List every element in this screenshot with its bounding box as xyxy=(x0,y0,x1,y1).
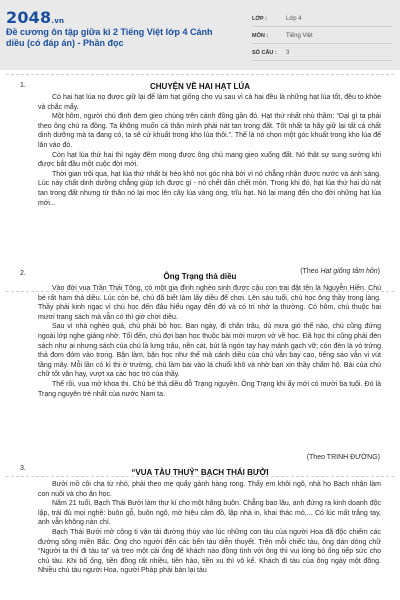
paragraph: Thời gian trôi qua, hạt lúa thứ nhất bị héo khô nơi góc nhà bởi vì nó chẳng nhận được nước và ánh sáng. Lúc này chất dinh dưỡng chẳng giúp ích được gì - nó chết dần chết mòn. Trong khi đó, hạt lúa thứ hai dù nát tan trong đất nhưng từ thân nó lại mọc lên cây lúa vàng óng, trĩu hạt. Nó lại mang đến cho đời những hạt lúa mới... xyxy=(38,170,381,207)
subject-label: MÔN : xyxy=(252,33,269,39)
paragraph: Bạch Thái Bưởi mở công ti vận tải đường thủy vào lúc những con tàu của người Hoa đã độc chiếm các đường sông miền Bắc. Ông cho người đến các bến tàu diễn thuyết. Trên mỗi chiếc tàu, ông dán dòng chữ “Người ta thì đi tàu ta” và treo một cái ống để khách nào đồng tình với ông thì vui lòng bỏ ống tiếp sức cho chủ tàu. Khi bổ ống, tiền đồng rất nhiều, tiền hào, tiền xu thì vô kể. Khách đi tàu của ông ngày một đông. Nhiều chủ tàu người Hoa, người Pháp phải bán lại tàu xyxy=(38,528,381,575)
section-number: 1. xyxy=(20,82,26,89)
site-logo[interactable] xyxy=(6,8,64,27)
question-count-value: 3 xyxy=(286,50,290,56)
section-title: Ông Trạng thả diều xyxy=(163,272,237,281)
logo-suffix: .vn xyxy=(51,17,65,25)
meta-row-subject xyxy=(252,29,392,44)
section-body xyxy=(38,480,381,576)
source-suffix: ) xyxy=(377,268,380,275)
section-body xyxy=(38,93,381,208)
logo-text: 2048 xyxy=(6,8,52,27)
section-title: CHUYỆN VỀ HAI HẠT LÚA xyxy=(149,82,250,91)
document-meta xyxy=(252,12,392,63)
question-count-label: SỐ CÂU : xyxy=(252,50,277,56)
paragraph: Sau vì nhà nghèo quá, chú phải bỏ học. Ban ngày, đi chăn trâu, dù mưa gió thế nào, chú cũng đứng ngoài lớp nghe giảng nhờ. Tối đến, chú đợi bạn học thuộc bài mới mượn vở về học. Đã học thì cũng phải đèn sách như ai nhưng sách của chú là lưng trâu, nền cát, bút là ngón tay hay mảnh gạch vỡ; còn đèn là vỏ trứng thả đom đóm vào trong. Bận làm, bận học như thế mà cánh diều của chú vẫn bay cao, tiếng sáo vẫn vi vút tầng mây. Mỗi lần có kì thi ở trường, chú làm bài vào lá chuối khô và nhờ bạn xin thầy chấm hộ. Bài của chú chữ tốt văn hay, vượt xa các học trò của thầy. xyxy=(38,323,381,379)
paragraph: Còn hạt lúa thứ hai thì ngày đêm mong được ông chủ mang gieo xuống đất. Nó thật sự sung sướng khi được bắt đầu một cuộc đời mới. xyxy=(38,151,381,169)
paragraph: Có hai hạt lúa nọ được giữ lại để làm hạt giống cho vụ sau vì cả hai đều là những hạt lúa tốt, đều to khỏe và chắc mẩy. xyxy=(38,94,381,111)
grade-label: LỚP : xyxy=(252,16,267,22)
source-title: Hạt giống tâm hồn xyxy=(320,268,378,275)
paragraph: Thế rồi, vua mở khoa thi. Chú bé thả diều đỗ Trạng nguyên. Ông Trạng khi ấy mới có mười ba tuổi. Đó là Trạng nguyên trẻ nhất của nước Nam ta. xyxy=(38,380,381,398)
subject-value: Tiếng Việt xyxy=(286,33,313,39)
section-title: “VUA TÀU THUỶ” BẠCH THÁI BƯỞI xyxy=(131,468,269,477)
paragraph: Vào đời vua Trần Thái Tông, có một gia đình nghèo sinh được cậu con trai đặt tên là Nguyễn Hiền. Chú bé rất ham thả diều. Lúc còn bé, chú đã biết làm lấy diều để chơi. Lên sáu tuổi, chú học ông thầy trong làng. Thầy phải kinh ngạc vì chú học đến đâu hiểu ngay đến đó và có trí nhớ lạ thường. Có hôm, chú thuộc hai mươi trang sách mà vẫn có thì giờ chơi diều. xyxy=(38,285,381,321)
meta-row-question-count xyxy=(252,46,392,61)
section-number: 3. xyxy=(20,465,26,472)
page-header xyxy=(0,0,400,70)
paragraph: Một hôm, người chủ định đem gieo chúng trên cánh đồng gần đó. Hạt thứ nhất nhủ thầm: “Dại gì ta phải theo ông chủ ra đồng. Ta không muốn cả thân mình phải nát tan trong đất. Tốt nhất ta hãy giữ lại tất cả chất dinh dưỡng mà ta đang có, ta sẽ cứ khuất trong kho lúa thôi.”. Thế là nó chọn một góc khuất trong kho lúa để lăn vào đó. xyxy=(38,113,381,149)
document-content xyxy=(0,70,400,600)
section-number: 2. xyxy=(20,270,26,277)
paragraph: Bưởi mồ côi cha từ nhỏ, phải theo mẹ quẩy gánh hàng rong. Thấy em khôi ngô, nhà họ Bạch nhận làm con nuôi và cho ăn học. xyxy=(38,481,381,498)
section-body xyxy=(38,284,381,399)
document-title: Đề cương ôn tập giữa kì 2 Tiếng Việt lớp 4 Cánh diều (có đáp án) - Phần đọc xyxy=(6,27,213,48)
source-prefix: (Theo xyxy=(300,268,321,275)
meta-row-grade xyxy=(252,12,392,27)
grade-value: Lớp 4 xyxy=(286,16,302,22)
source-text: (Theo TRINH ĐƯỜNG) xyxy=(306,454,380,461)
section-source xyxy=(307,454,380,461)
section-divider xyxy=(6,74,394,75)
paragraph: Năm 21 tuổi, Bạch Thái Bưởi làm thư kí cho một hãng buôn. Chẳng bao lâu, anh đứng ra kinh doanh độc lập, trải đủ mọi nghề: buôn gỗ, buôn ngô, mở hiệu cầm đồ, lập nhà in, khai thác mỏ,... Có lúc mất trắng tay, anh vẫn không nản chí. xyxy=(38,500,381,527)
